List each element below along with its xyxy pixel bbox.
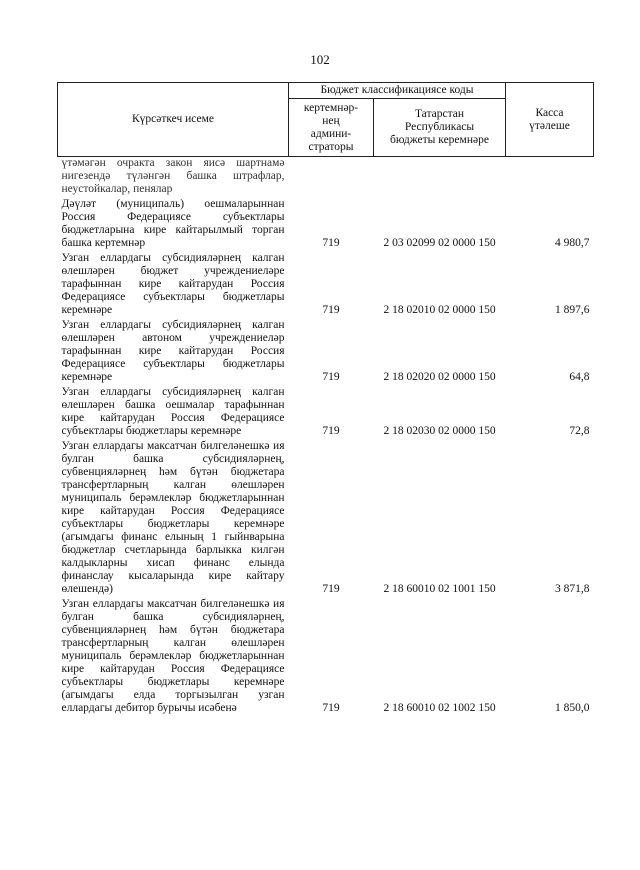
cash-amount-cell: 1 897,6 — [555, 304, 590, 316]
indicator-name-cell: Узган еллардагы субсидияләрнең калган өлешләрен бюджет учреждениеләре тарафыннан кире кайтарудан Россия Федерациясе субъектлары бюджетлары керемнәре — [61, 252, 285, 316]
header-tatarstan-label: Татарстан Республикасы бюджеты керемнәре — [390, 108, 489, 146]
indicator-name-cell: Узган еллардагы субсидияләрнең калган өлешләрен башка оешмалар тарафыннан кире кайтарудан Россия Федерациясе субъектлары бюджетлары керемнәре — [61, 386, 285, 437]
table-row — [58, 157, 594, 199]
header-budget-classification-codes: Бюджет классификациясе коды — [289, 83, 506, 99]
cash-amount-cell — [506, 157, 594, 199]
header-cash-label: Касса үтәлеше — [529, 106, 570, 132]
administrator-code-cell: 719 — [322, 237, 340, 249]
budget-table — [57, 82, 594, 717]
table-body — [58, 157, 594, 718]
administrator-code-cell: 719 — [322, 371, 340, 383]
administrator-code-cell: 719 — [322, 702, 340, 714]
indicator-name-cell: үтәмәгән очракта закон яисә шартнамә нигезендә түләнгән башка штрафлар, неустойкалар, пенялар — [61, 157, 285, 195]
administrator-code-cell — [289, 157, 374, 199]
table-row — [58, 252, 594, 319]
administrator-code-cell: 719 — [322, 304, 340, 316]
indicator-name-cell: Узган еллардагы максатчан билгеләнешкә ия булган башка субсидияләрнең, субвенцияләрнең һәм бүтән бюджетара трансфертларның калган өлешләрен муниципаль берәмлекләр бюджетларыннан кире кайтарудан Россия Федерациясе субъектлары бюджетлары керемнәре (агымдагы елда торгызылган узган еллардагы дебитор бурычы исәбенә — [61, 598, 285, 714]
cash-amount-cell: 64,8 — [569, 371, 590, 383]
table-row — [58, 598, 594, 717]
cash-amount-cell: 72,8 — [569, 425, 590, 437]
header-indicator-name: Күрсәткеч исеме — [58, 83, 289, 157]
header-tatarstan-budget-revenue — [374, 99, 506, 157]
indicator-name-cell: Дәүләт (муниципаль) оешмаларыннан Россия Федерациясе субъектлары бюджетларына кире кайтарылмый торган башка кертемнәр — [61, 198, 285, 249]
cash-amount-cell: 4 980,7 — [555, 237, 590, 249]
classification-code-cell: 2 18 02030 02 0000 150 — [383, 425, 496, 437]
indicator-name-cell: Узган еллардагы субсидияләрнең калган өлешләрен автоном учреждениеләр тарафыннан кире кайтарудан Россия Федерациясе субъектлары бюджетлары керемнәре — [61, 319, 285, 383]
indicator-name-cell: Узган еллардагы максатчан билгеләнешкә ия булган башка субсидияләрнең, субвенцияләрнең һәм бүтән бюджетара трансфертларның калган өлешләрен муниципаль берәмлекләр бюджетларыннан кире кайтарудан Россия Федерациясе субъектлары бюджетлары керемнәре (агымдагы финанс елының 1 гыйнварына бюджетлар счетларында барлыкка килгән калдыкларны хисап финанс елында финанслау кысаларында кире кайтару өлешендә) — [61, 440, 285, 595]
administrator-code-cell: 719 — [322, 425, 340, 437]
budget-table-container — [57, 82, 593, 717]
cash-amount-cell: 3 871,8 — [555, 583, 590, 595]
table-row — [58, 440, 594, 598]
classification-code-cell: 2 18 02020 02 0000 150 — [383, 371, 496, 383]
header-cash-execution — [506, 83, 594, 157]
table-row — [58, 198, 594, 252]
page-number: 102 — [310, 52, 330, 67]
cash-amount-cell: 1 850,0 — [555, 702, 590, 714]
classification-code-cell — [374, 157, 506, 199]
table-row — [58, 386, 594, 440]
table-row — [58, 319, 594, 386]
classification-code-cell: 2 18 02010 02 0000 150 — [383, 304, 496, 316]
header-admin-label: кертемнәр- нең админи- страторы — [303, 101, 359, 153]
classification-code-cell: 2 03 02099 02 0000 150 — [383, 237, 496, 249]
classification-code-cell: 2 18 60010 02 1002 150 — [383, 702, 496, 714]
administrator-code-cell: 719 — [322, 583, 340, 595]
classification-code-cell: 2 18 60010 02 1001 150 — [383, 583, 496, 595]
header-revenue-administrator — [289, 99, 374, 157]
